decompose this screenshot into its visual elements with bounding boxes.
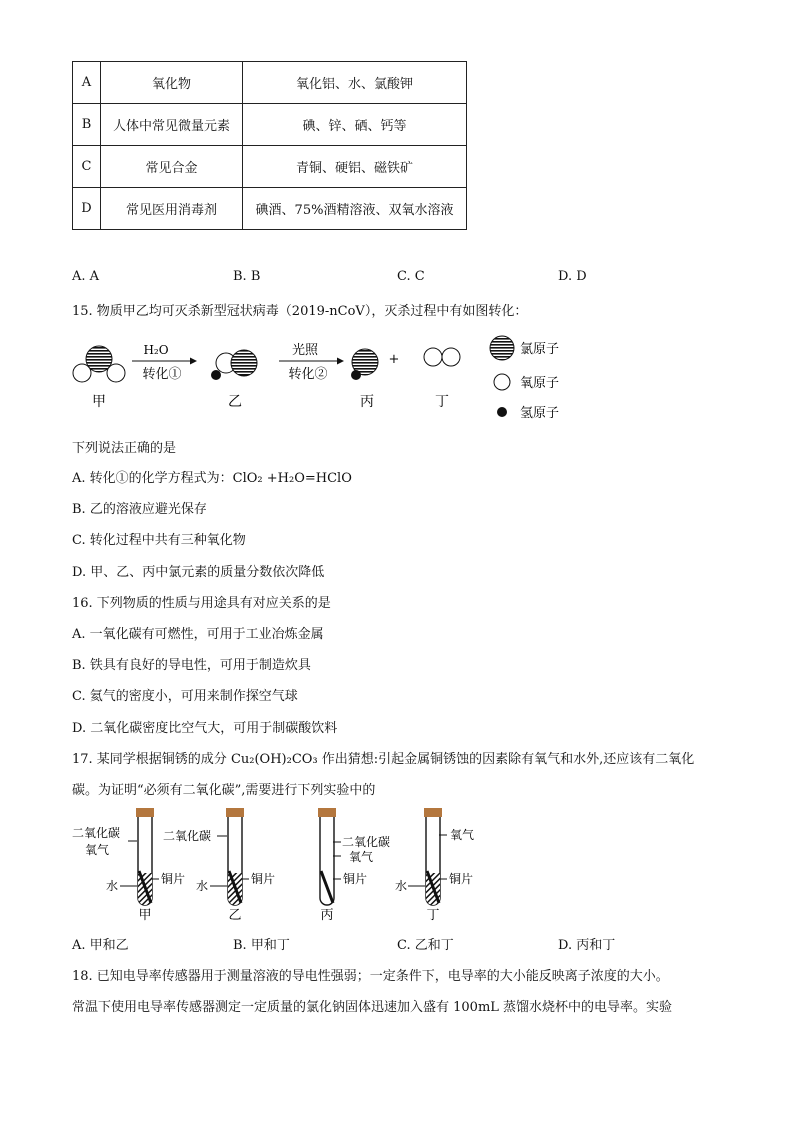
tube-jia-water: 水 xyxy=(106,879,119,893)
q15-option-c[interactable]: C. 转化过程中共有三种氧化物 xyxy=(72,533,246,548)
stopper xyxy=(318,808,336,817)
row-examples: 氧化铝、水、氯酸钾 xyxy=(243,62,467,104)
tube-yi-water: 水 xyxy=(196,879,209,893)
q16-option-c[interactable]: C. 氦气的密度小，可用来制作探空气球 xyxy=(72,689,298,704)
table-row xyxy=(73,104,467,146)
row-category: 常见医用消毒剂 xyxy=(101,188,243,230)
tube-ding-name: 丁 xyxy=(426,908,440,923)
molecule-bing xyxy=(351,349,378,380)
stopper xyxy=(424,808,442,817)
label-ding: 丁 xyxy=(435,394,449,410)
q18-line1: 18. 已知电导率传感器用于测量溶液的导电性强弱；一定条件下，电导率的大小能反映离子浓度的大小。 xyxy=(72,969,669,984)
q15-option-b[interactable]: B. 乙的溶液应避光保存 xyxy=(72,502,207,517)
arrow2-bottom-label: 转化② xyxy=(288,367,328,382)
tube-jia xyxy=(120,808,159,905)
table-row xyxy=(73,62,467,104)
row-letter: B xyxy=(73,104,101,146)
row-letter: A xyxy=(73,62,101,104)
tube-ding-gas1: 氧气 xyxy=(450,828,475,842)
q15-prompt: 下列说法正确的是 xyxy=(72,441,177,456)
row-letter: C xyxy=(73,146,101,188)
tube-bing-gas1: 二氧化碳 xyxy=(342,835,391,849)
tube-bing xyxy=(318,808,341,905)
molecule-yi xyxy=(211,350,257,380)
arrow1-bottom-label: 转化① xyxy=(142,367,182,382)
tube-ding-copper: 铜片 xyxy=(449,872,474,886)
q14-option-b[interactable]: B. B xyxy=(233,269,261,284)
label-yi: 乙 xyxy=(228,394,242,410)
q16-option-d[interactable]: D. 二氧化碳密度比空气大，可用于制碳酸饮料 xyxy=(72,721,338,736)
arrow1-top-label: H₂O xyxy=(143,343,169,357)
label-jia: 甲 xyxy=(92,394,106,410)
tube-jia-copper: 铜片 xyxy=(161,872,186,886)
row-examples: 青铜、硬铝、磁铁矿 xyxy=(243,146,467,188)
q17-stem-line2: 碳。为证明“必须有二氧化碳”,需要进行下列实验中的 xyxy=(72,783,376,798)
q15-option-a[interactable]: A. 转化①的化学方程式为：ClO₂ +H₂O=HClO xyxy=(72,471,352,486)
arrow2-top-label: 光照 xyxy=(291,343,319,358)
legend-hydrogen: 氢原子 xyxy=(520,406,560,421)
q17-option-b[interactable]: B. 甲和丁 xyxy=(233,938,290,953)
stopper xyxy=(226,808,244,817)
q16-option-b[interactable]: B. 铁具有良好的导电性，可用于制造炊具 xyxy=(72,658,311,673)
q15-molecule-diagram xyxy=(60,335,620,430)
tube-yi xyxy=(210,808,249,905)
oxygen-atom-icon xyxy=(494,374,510,390)
tube-jia-gas2: 氧气 xyxy=(85,843,110,857)
legend-oxygen: 氧原子 xyxy=(520,376,560,391)
q17-option-a[interactable]: A. 甲和乙 xyxy=(72,938,129,953)
tube-yi-name: 乙 xyxy=(228,908,242,923)
tube-yi-copper: 铜片 xyxy=(251,872,276,886)
q17-option-c[interactable]: C. 乙和丁 xyxy=(397,938,454,953)
row-category: 氧化物 xyxy=(101,62,243,104)
label-bing: 丙 xyxy=(360,394,374,410)
tube-ding-water: 水 xyxy=(395,879,408,893)
q16-stem: 16. 下列物质的性质与用途具有对应关系的是 xyxy=(72,596,331,611)
chlorine-atom-icon xyxy=(490,336,514,360)
q15-option-d[interactable]: D. 甲、乙、丙中氯元素的质量分数依次降低 xyxy=(72,565,325,580)
tube-yi-gas1: 二氧化碳 xyxy=(163,829,212,843)
table-row xyxy=(73,188,467,230)
q15-stem: 15. 物质甲乙均可灭杀新型冠状病毒（2019-nCoV），灭杀过程中有如图转化： xyxy=(72,304,528,319)
q14-option-c[interactable]: C. C xyxy=(397,269,425,284)
q17-stem-line1: 17. 某同学根据铜锈的成分 Cu₂(OH)₂CO₃ 作出猜想:引起金属铜锈蚀的因素除有氧气和水外,还应该有二氧化 xyxy=(72,752,695,767)
tube-bing-copper: 铜片 xyxy=(343,872,368,886)
q18-line2: 常温下使用电导率传感器测定一定质量的氯化钠固体迅速加入盛有 100mL 蒸馏水烧杯中的电导率。实验 xyxy=(72,1000,673,1015)
row-examples: 碘酒、75%酒精溶液、双氧水溶液 xyxy=(243,188,467,230)
arrow2-head-icon xyxy=(337,358,344,365)
tube-bing-name: 丙 xyxy=(320,908,334,923)
row-letter: D xyxy=(73,188,101,230)
table-row xyxy=(73,146,467,188)
legend-chlorine: 氯原子 xyxy=(520,342,560,357)
q17-option-d[interactable]: D. 丙和丁 xyxy=(558,938,616,953)
q14-option-a[interactable]: A. A xyxy=(72,269,100,284)
classification-table xyxy=(72,61,467,230)
q16-option-a[interactable]: A. 一氧化碳有可燃性，可用于工业冶炼金属 xyxy=(72,627,324,642)
row-category: 常见合金 xyxy=(101,146,243,188)
arrow1-head-icon xyxy=(190,358,197,365)
row-examples: 碘、锌、硒、钙等 xyxy=(243,104,467,146)
plus-sign: + xyxy=(388,352,400,367)
tube-ding xyxy=(408,808,447,905)
row-category: 人体中常见微量元素 xyxy=(101,104,243,146)
q17-test-tubes-diagram xyxy=(60,805,520,923)
tube-bing-gas2: 氧气 xyxy=(349,850,374,864)
tube-jia-gas1: 二氧化碳 xyxy=(72,826,121,840)
hydrogen-atom-icon xyxy=(497,407,507,417)
tube-jia-name: 甲 xyxy=(138,908,152,923)
q14-option-d[interactable]: D. D xyxy=(558,269,587,284)
molecule-ding xyxy=(424,348,460,366)
molecule-jia xyxy=(73,346,125,382)
stopper xyxy=(136,808,154,817)
